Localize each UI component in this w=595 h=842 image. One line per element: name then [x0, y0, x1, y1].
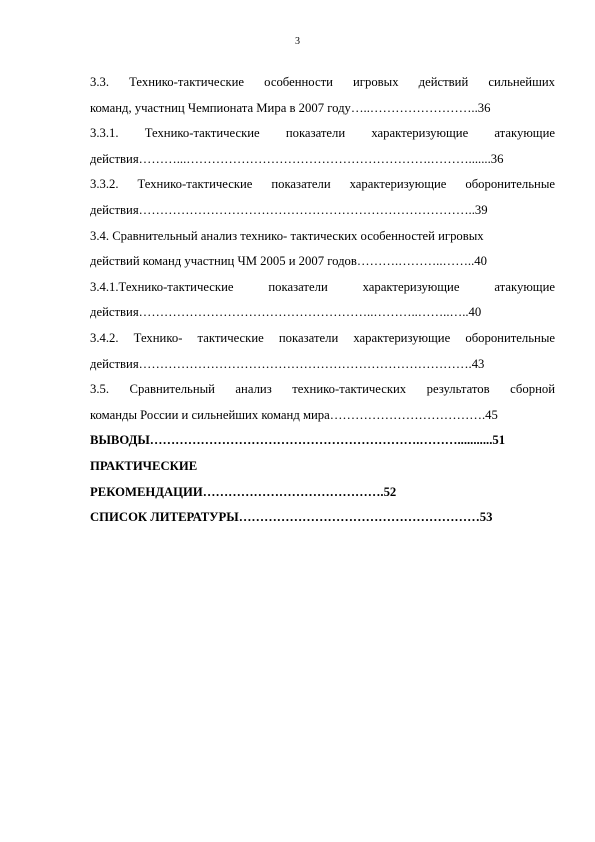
toc-entry-3-3-title: 3.3. Технико-тактические особенности игровых действий сильнейших — [90, 75, 555, 89]
toc-entry-3-3-2-continuation: действия……………………………………………………………………..39 — [90, 202, 488, 217]
toc-entry-3-3-2-title: 3.3.2. Технико-тактические показатели характеризующие оборонительные — [90, 177, 555, 192]
toc-entry-references: СПИСОК ЛИТЕРАТУРЫ…………………………………………………53 — [90, 510, 493, 525]
table-of-contents — [90, 70, 555, 531]
toc-entry-3-3-continuation: команд, участниц Чемпионата Мира в 2007 году…..……………………..36 — [90, 100, 491, 115]
toc-entry-3-4-2-continuation: действия…………………………………………………………………….43 — [90, 356, 485, 371]
toc-entry-recommendations-title: ПРАКТИЧЕСКИЕ — [90, 458, 198, 473]
toc-entry-3-4-1-continuation: действия………………………………………………..………..……..…..40 — [90, 305, 482, 320]
toc-entry-3-3-1-continuation: действия………...………………………………………………….……….......36 — [90, 151, 504, 166]
toc-entry-3-4-1-title: 3.4.1.Технико-тактические показатели характеризующие атакующие — [90, 279, 555, 294]
page-number: 3 — [295, 36, 300, 47]
toc-entry-3-3-1-title: 3.3.1. Технико-тактические показатели характеризующие атакующие — [90, 126, 555, 141]
toc-entry-3-4-title: 3.4. Сравнительный анализ технико- тактических особенностей игровых — [90, 228, 484, 243]
toc-entry-3-5-continuation: команды России и сильнейших команд мира……………………………….45 — [90, 407, 498, 422]
toc-entry-3-5-title: 3.5. Сравнительный анализ технико-тактических результатов сборной — [90, 382, 555, 397]
toc-entry-recommendations-continuation: РЕКОМЕНДАЦИИ…………………………………….52 — [90, 484, 397, 499]
toc-entry-3-4-continuation: действий команд участниц ЧМ 2005 и 2007 годов……….………..……..40 — [90, 254, 487, 269]
toc-entry-3-4-2-title: 3.4.2. Технико- тактические показатели характеризующие оборонительные — [90, 330, 555, 345]
toc-entry-conclusions: ВЫВОДЫ……………………………………………………….………...........51 — [90, 433, 506, 448]
